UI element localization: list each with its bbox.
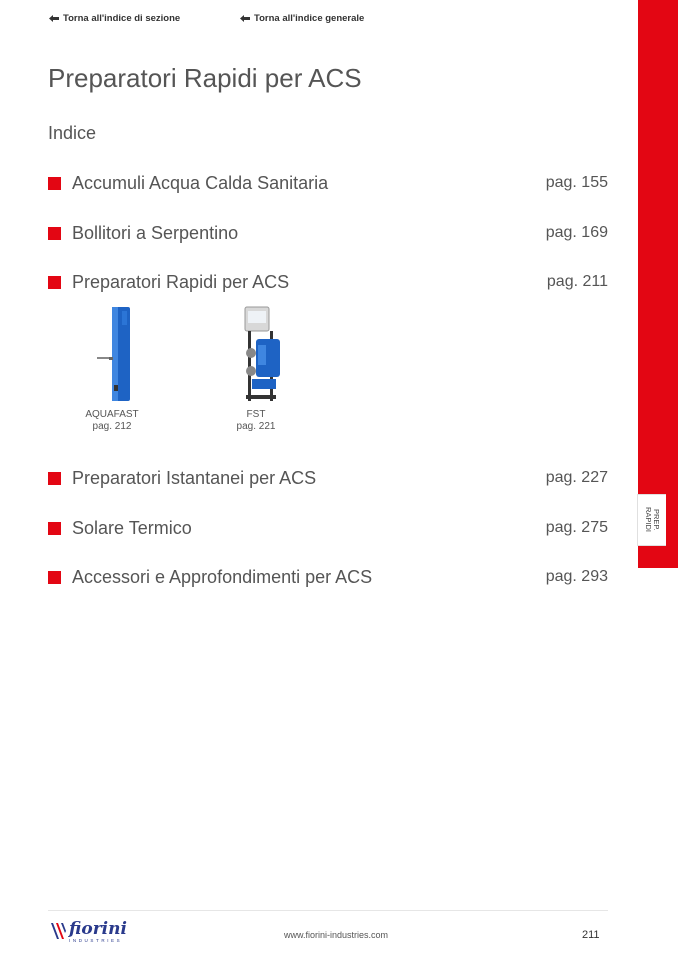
fst-product-image [226, 305, 286, 403]
toc-item-page: pag. 155 [545, 174, 608, 191]
brand-name: fiorini [69, 919, 127, 939]
toc-item-label: Bollitori a Serpentino [72, 222, 239, 243]
back-arrow-icon [240, 15, 250, 22]
back-to-general-index-label: Torna all'indice generale [254, 13, 365, 24]
section-tab-prep-rapidi[interactable] [637, 494, 666, 546]
page-title: Preparatori Rapidi per ACS [48, 63, 362, 93]
toc-item-accessori[interactable] [48, 565, 608, 589]
page-number: 211 [582, 929, 600, 941]
brand-subtitle: INDUSTRIES [69, 938, 123, 943]
section-tab-label: PREP. RAPIDI [644, 507, 661, 533]
toc-item-label: Accessori e Approfondimenti per ACS [72, 566, 373, 587]
toc-item-solare-termico[interactable] [48, 516, 608, 540]
bullet-square [48, 177, 61, 190]
product-fst[interactable] [211, 305, 301, 433]
fiorini-logo-mark-icon [49, 921, 67, 941]
toc-item-label: Solare Termico [72, 517, 192, 538]
section-color-band [638, 0, 678, 568]
toc-item-preparatori-rapidi[interactable] [48, 270, 608, 294]
bullet-square [48, 227, 61, 240]
toc-item-page: pag. 293 [545, 568, 608, 585]
product-page: pag. 212 [92, 421, 132, 432]
bullet-square [48, 472, 61, 485]
product-name: AQUAFAST [85, 409, 139, 420]
website-url[interactable]: www.fiorini-industries.com [284, 930, 389, 940]
toc-item-page: pag. 169 [545, 224, 608, 241]
toc-item-bollitori[interactable] [48, 221, 608, 245]
product-name: FST [246, 409, 266, 420]
index-heading: Indice [48, 123, 97, 143]
bullet-square [48, 571, 61, 584]
toc-item-page: pag. 227 [545, 469, 608, 486]
back-arrow-icon [49, 15, 59, 22]
toc-item-label: Preparatori Rapidi per ACS [72, 271, 290, 292]
toc-item-label: Accumuli Acqua Calda Sanitaria [72, 172, 329, 193]
toc-item-preparatori-istantanei[interactable] [48, 466, 608, 490]
fiorini-logo [49, 921, 127, 943]
footer-divider [48, 910, 608, 911]
toc-item-page: pag. 211 [546, 273, 608, 290]
back-to-section-index-label: Torna all'indice di sezione [63, 13, 181, 24]
toc-item-accumuli[interactable] [48, 171, 608, 195]
bullet-square [48, 276, 61, 289]
toc-item-page: pag. 275 [545, 519, 608, 536]
aquafast-product-image [87, 305, 137, 403]
toc-item-label: Preparatori Istantanei per ACS [72, 467, 317, 488]
product-aquafast[interactable] [67, 305, 157, 433]
product-page: pag. 221 [236, 421, 276, 432]
bullet-square [48, 522, 61, 535]
back-to-general-index-link[interactable] [240, 13, 364, 24]
back-to-section-index-link[interactable] [49, 13, 180, 24]
